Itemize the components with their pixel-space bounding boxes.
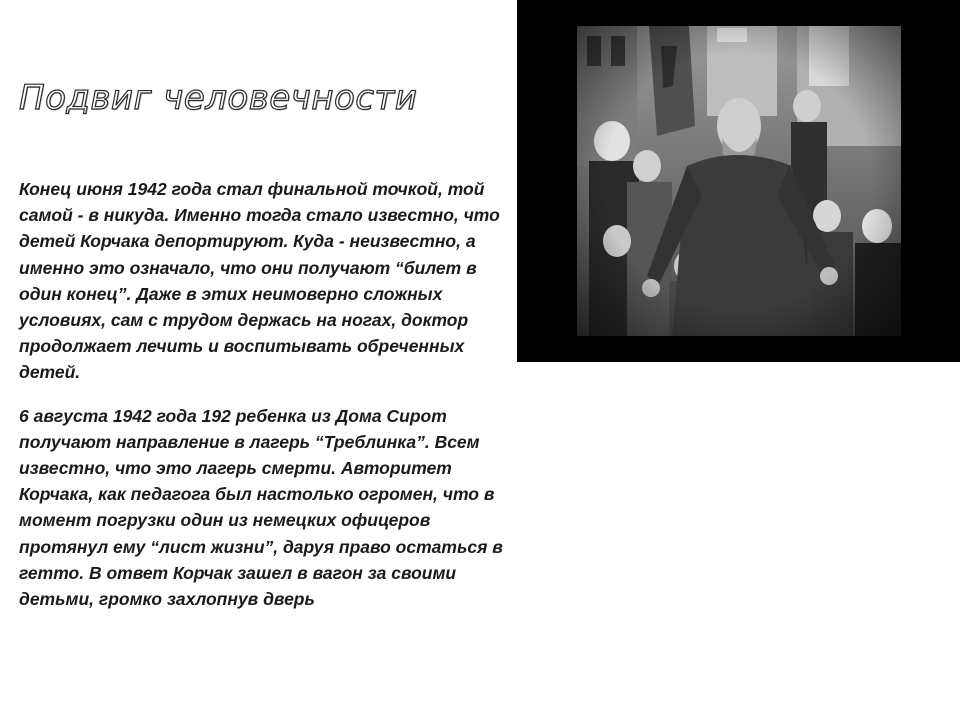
- photo-frame: [517, 0, 960, 362]
- slide-body: [19, 176, 511, 629]
- historical-photo: [577, 26, 901, 336]
- paragraph-1: Конец июня 1942 года стал финальной точкой, той самой - в никуда. Именно тогда стало известно, что детей Корчака депортируют. Куда - неизвестно, а именно это означало, что они получают “билет в один конец”. Даже в этих неимоверно сложных условиях, сам с трудом держась на ногах, доктор продолжает лечить и воспитывать обреченных детей.: [19, 179, 500, 383]
- paragraph-2: 6 августа 1942 года 192 ребенка из Дома Сирот получают направление в лагерь “Треблинка”. Всем известно, что это лагерь смерти. Авторитет Корчака, как педагога был настолько огромен, что в момент погрузки один из немецких офицеров протянул ему “лист жизни”, даруя право остаться в гетто. В ответ Корчак зашел в вагон за своими детьми, громко захлопнув дверь: [19, 405, 503, 610]
- photo-image: [577, 26, 901, 336]
- slide-title: Подвиг человечности: [19, 78, 418, 118]
